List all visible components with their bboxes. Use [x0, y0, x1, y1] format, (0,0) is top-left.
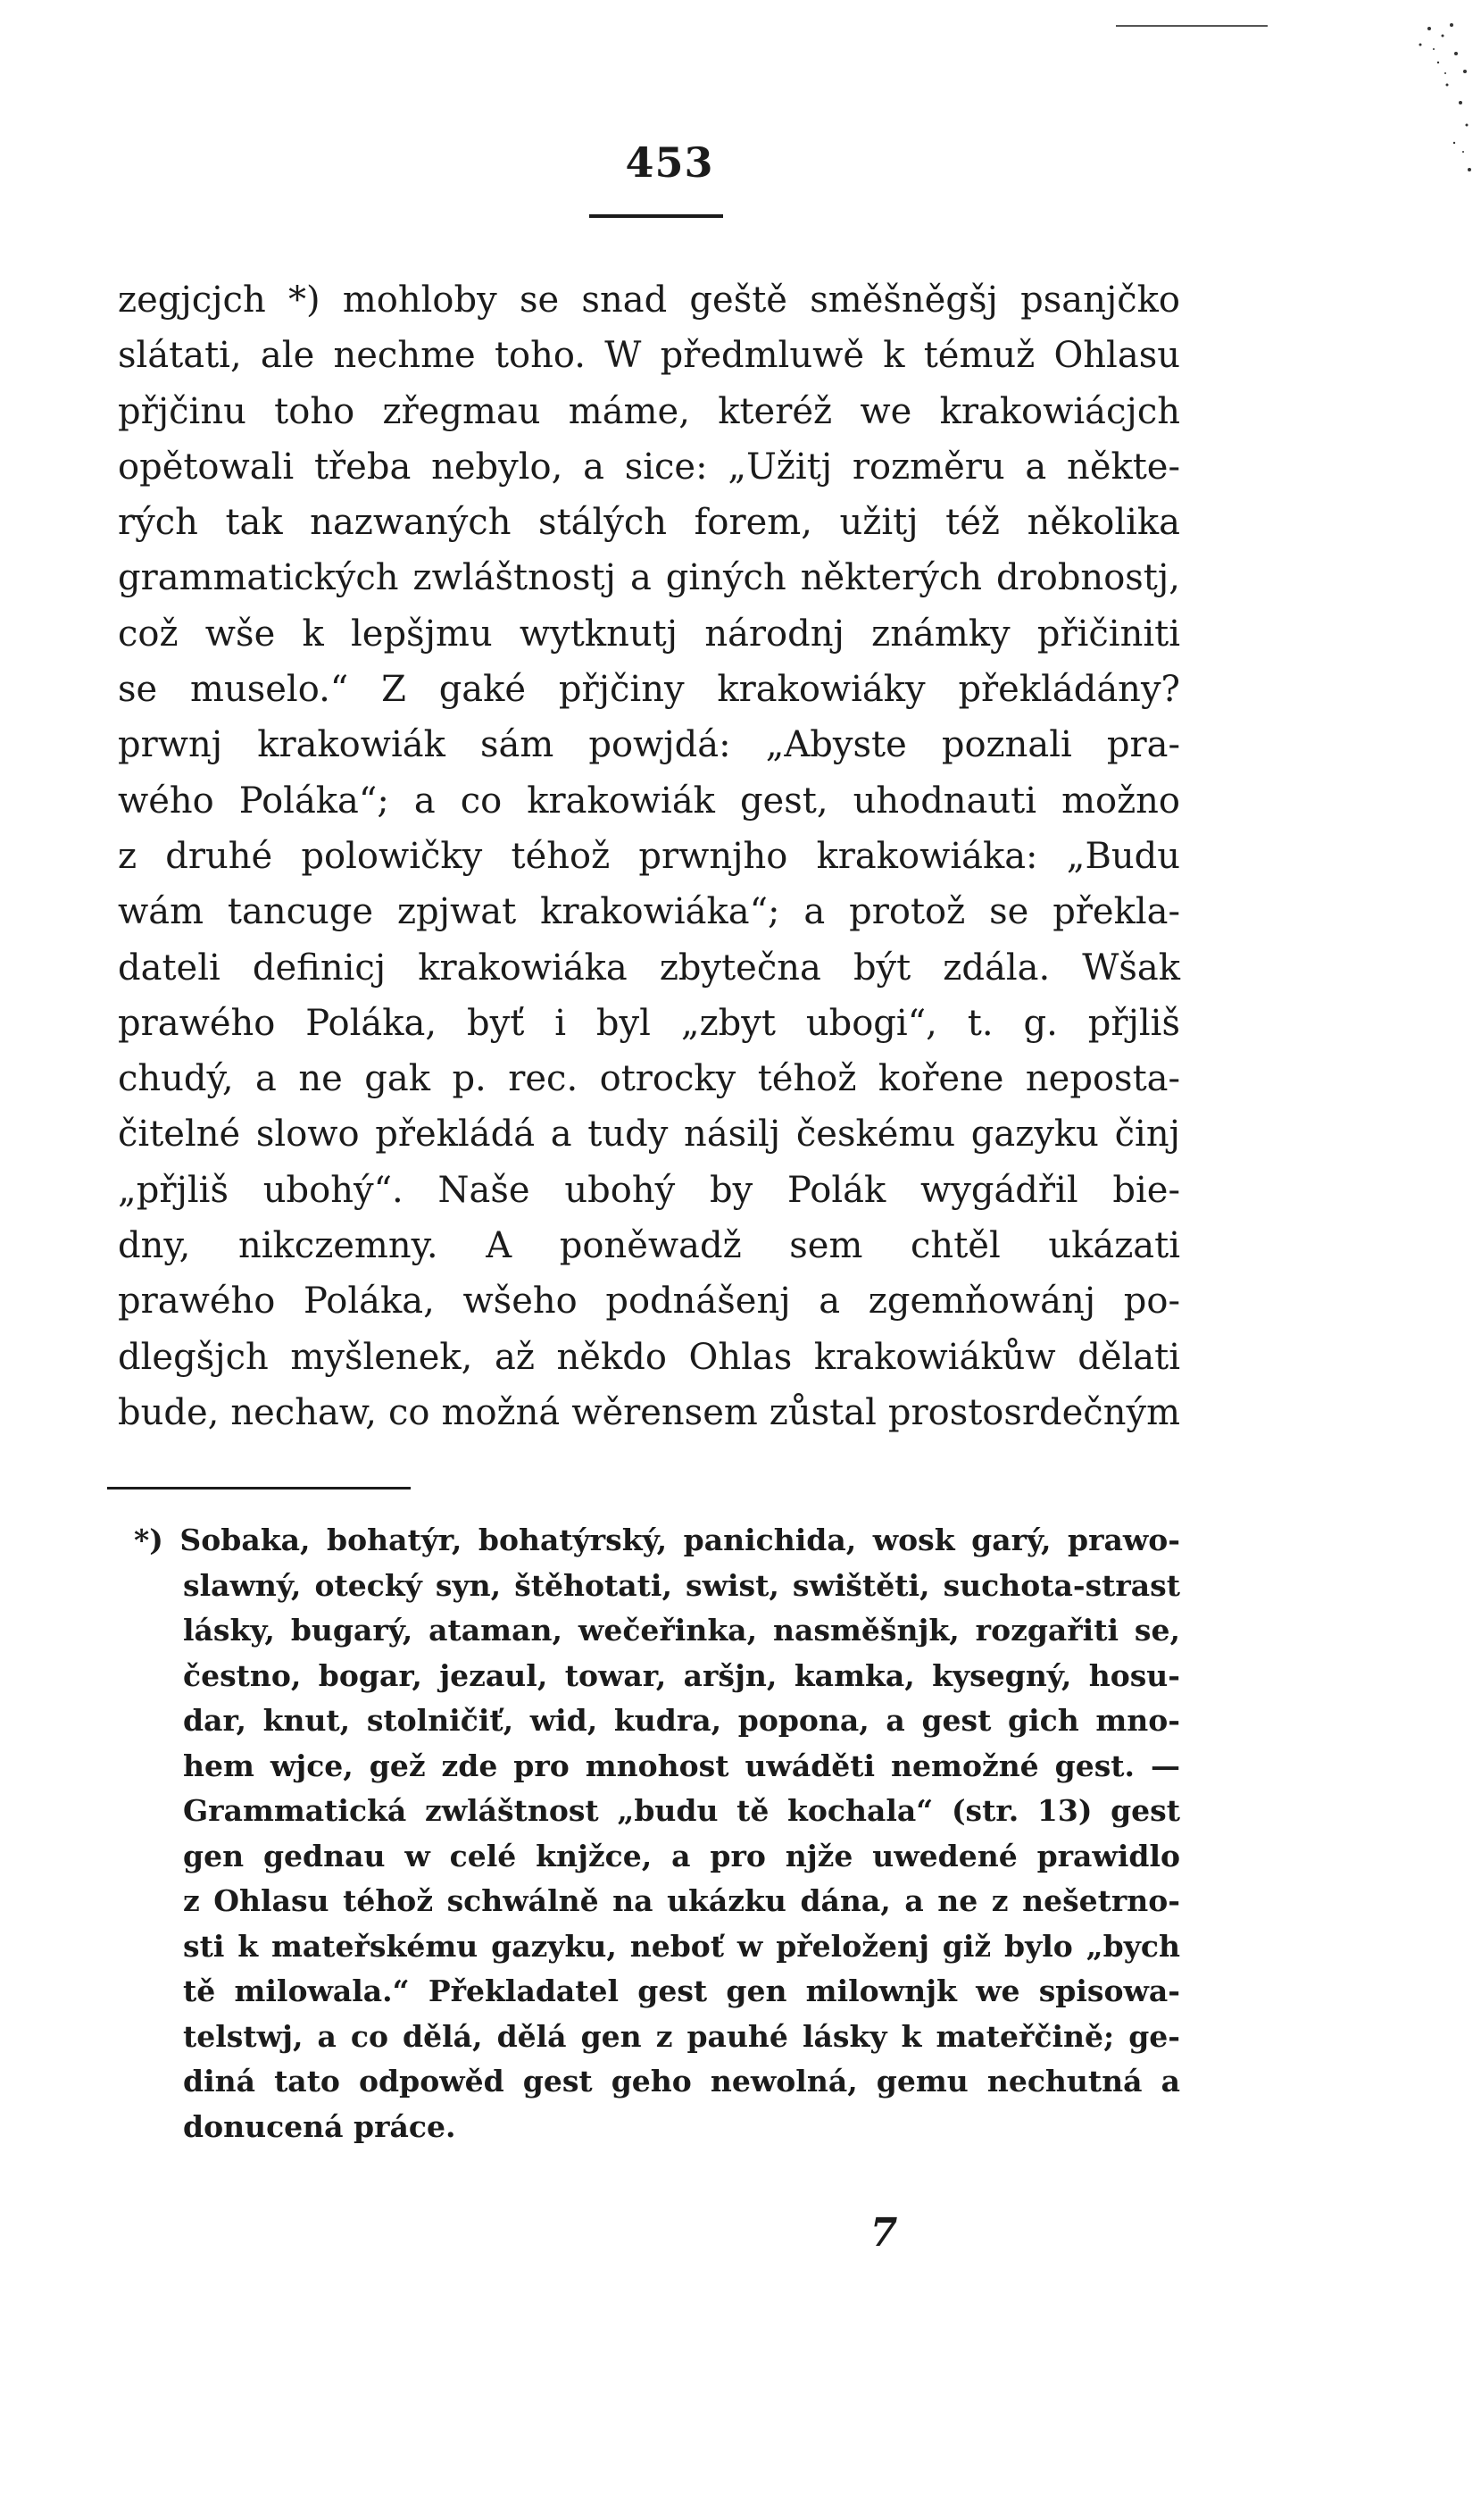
text-line: což wše k lepšjmu wytknutj národnj známky přičiniti	[118, 613, 1180, 655]
footnote-block	[134, 1518, 1180, 2149]
text-line: prawého Poláka, wšeho podnášenj a zgemňowánj po-	[118, 1281, 1180, 1323]
text-line: dny, nikczemny. A poněwadž sem chtěl ukázati	[118, 1225, 1180, 1267]
text-line: z druhé polowičky téhož prwnjho krakowiáka: „Budu	[118, 835, 1180, 877]
footnote-line: lásky, bugarý, ataman, wečeřinka, nasměšnjk, rozgařiti se,	[183, 1613, 1180, 1648]
text-line: dlegšjch myšlenek, až někdo Ohlas krakowiákůw dělati	[118, 1336, 1180, 1378]
page-number: 453	[625, 138, 714, 187]
footnote-line: Grammatická zwláštnost „budu tě kochala“ (str. 13) gest	[183, 1793, 1180, 1828]
text-line: prawého Poláka, byť i byl „zbyt ubogi“, t. g. přjliš	[118, 1002, 1180, 1044]
scan-edge-noise	[1367, 18, 1474, 188]
footnote-line: gen gednau w celé knjžce, a pro njže uwedené prawidlo	[183, 1838, 1180, 1873]
scan-edge-dash	[1116, 25, 1268, 27]
text-line: slátati, ale nechme toho. W předmluwě k témuž Ohlasu	[118, 335, 1180, 377]
footnote-line: tě milowala.“ Překladatel gest gen milownjk we spisowa-	[183, 1973, 1180, 2008]
main-text	[118, 272, 1180, 1440]
footnote-line: *) Sobaka, bohatýr, bohatýrský, panichida, wosk garý, prawo-	[134, 1523, 1180, 1557]
text-line: přjčinu toho zřegmau máme, kteréž we krakowiácjch	[118, 390, 1180, 432]
text-line: zegjcjch *) mohloby se snad geště směšněgšj psanjčko	[118, 280, 1180, 321]
text-line: „přjliš ubohý“. Naše ubohý by Polák wygádřil bie-	[118, 1169, 1180, 1211]
footnote-separator	[107, 1487, 411, 1489]
footnote-line: z Ohlasu téhož schwálně na ukázku dána, a ne z nešetrno-	[183, 1883, 1180, 1918]
text-line: bude, nechaw, co možná wěrensem zůstal prostosrdečným	[118, 1391, 1180, 1433]
text-line: dateli definicj krakowiáka zbytečna být zdála. Wšak	[118, 947, 1180, 989]
text-line: čitelné slowo překládá a tudy násilj českému gazyku činj	[118, 1114, 1180, 1156]
footnote-line: telstwj, a co dělá, dělá gen z pauhé lásky k mateřčině; ge-	[183, 2018, 1180, 2054]
footnote-line: diná tato odpowěd gest geho newolná, gemu nechutná a	[183, 2064, 1180, 2099]
footnote-line: sti k mateřskému gazyku, neboť w přeloženj giž bylo „bych	[183, 1928, 1180, 1964]
footnote-line: slawný, otecký syn, štěhotati, swist, swištěti, suchota-strast	[183, 1567, 1180, 1603]
page-number-rule	[589, 214, 723, 218]
text-line: wám tancuge zpjwat krakowiáka“; a protož se překla-	[118, 891, 1180, 933]
signature-mark: 7	[869, 2210, 898, 2256]
footnote-line: čestno, bogar, jezaul, towar, aršjn, kamka, kysegný, hosu-	[183, 1657, 1180, 1693]
text-line: rých tak nazwaných stálých forem, užitj též několika	[118, 502, 1180, 544]
text-line: opětowali třeba nebylo, a sice: „Užitj rozměru a někte-	[118, 446, 1180, 488]
footnote-line: dar, knut, stolničiť, wid, kudra, popona, a gest gich mno-	[183, 1703, 1180, 1738]
text-line: grammatických zwláštnostj a giných některých drobnostj,	[118, 557, 1180, 599]
text-line: wého Poláka“; a co krakowiák gest, uhodnauti možno	[118, 780, 1180, 822]
text-line: se muselo.“ Z gaké přjčiny krakowiáky překládány?	[118, 669, 1180, 711]
footnote-line: donucená práce.	[183, 2108, 456, 2144]
text-line: chudý, a ne gak p. rec. otrocky téhož kořene neposta-	[118, 1058, 1180, 1100]
footnote-line: hem wjce, gež zde pro mnohost uwáděti nemožné gest. —	[183, 1748, 1180, 1783]
text-line: prwnj krakowiák sám powjdá: „Abyste poznali pra-	[118, 724, 1180, 766]
